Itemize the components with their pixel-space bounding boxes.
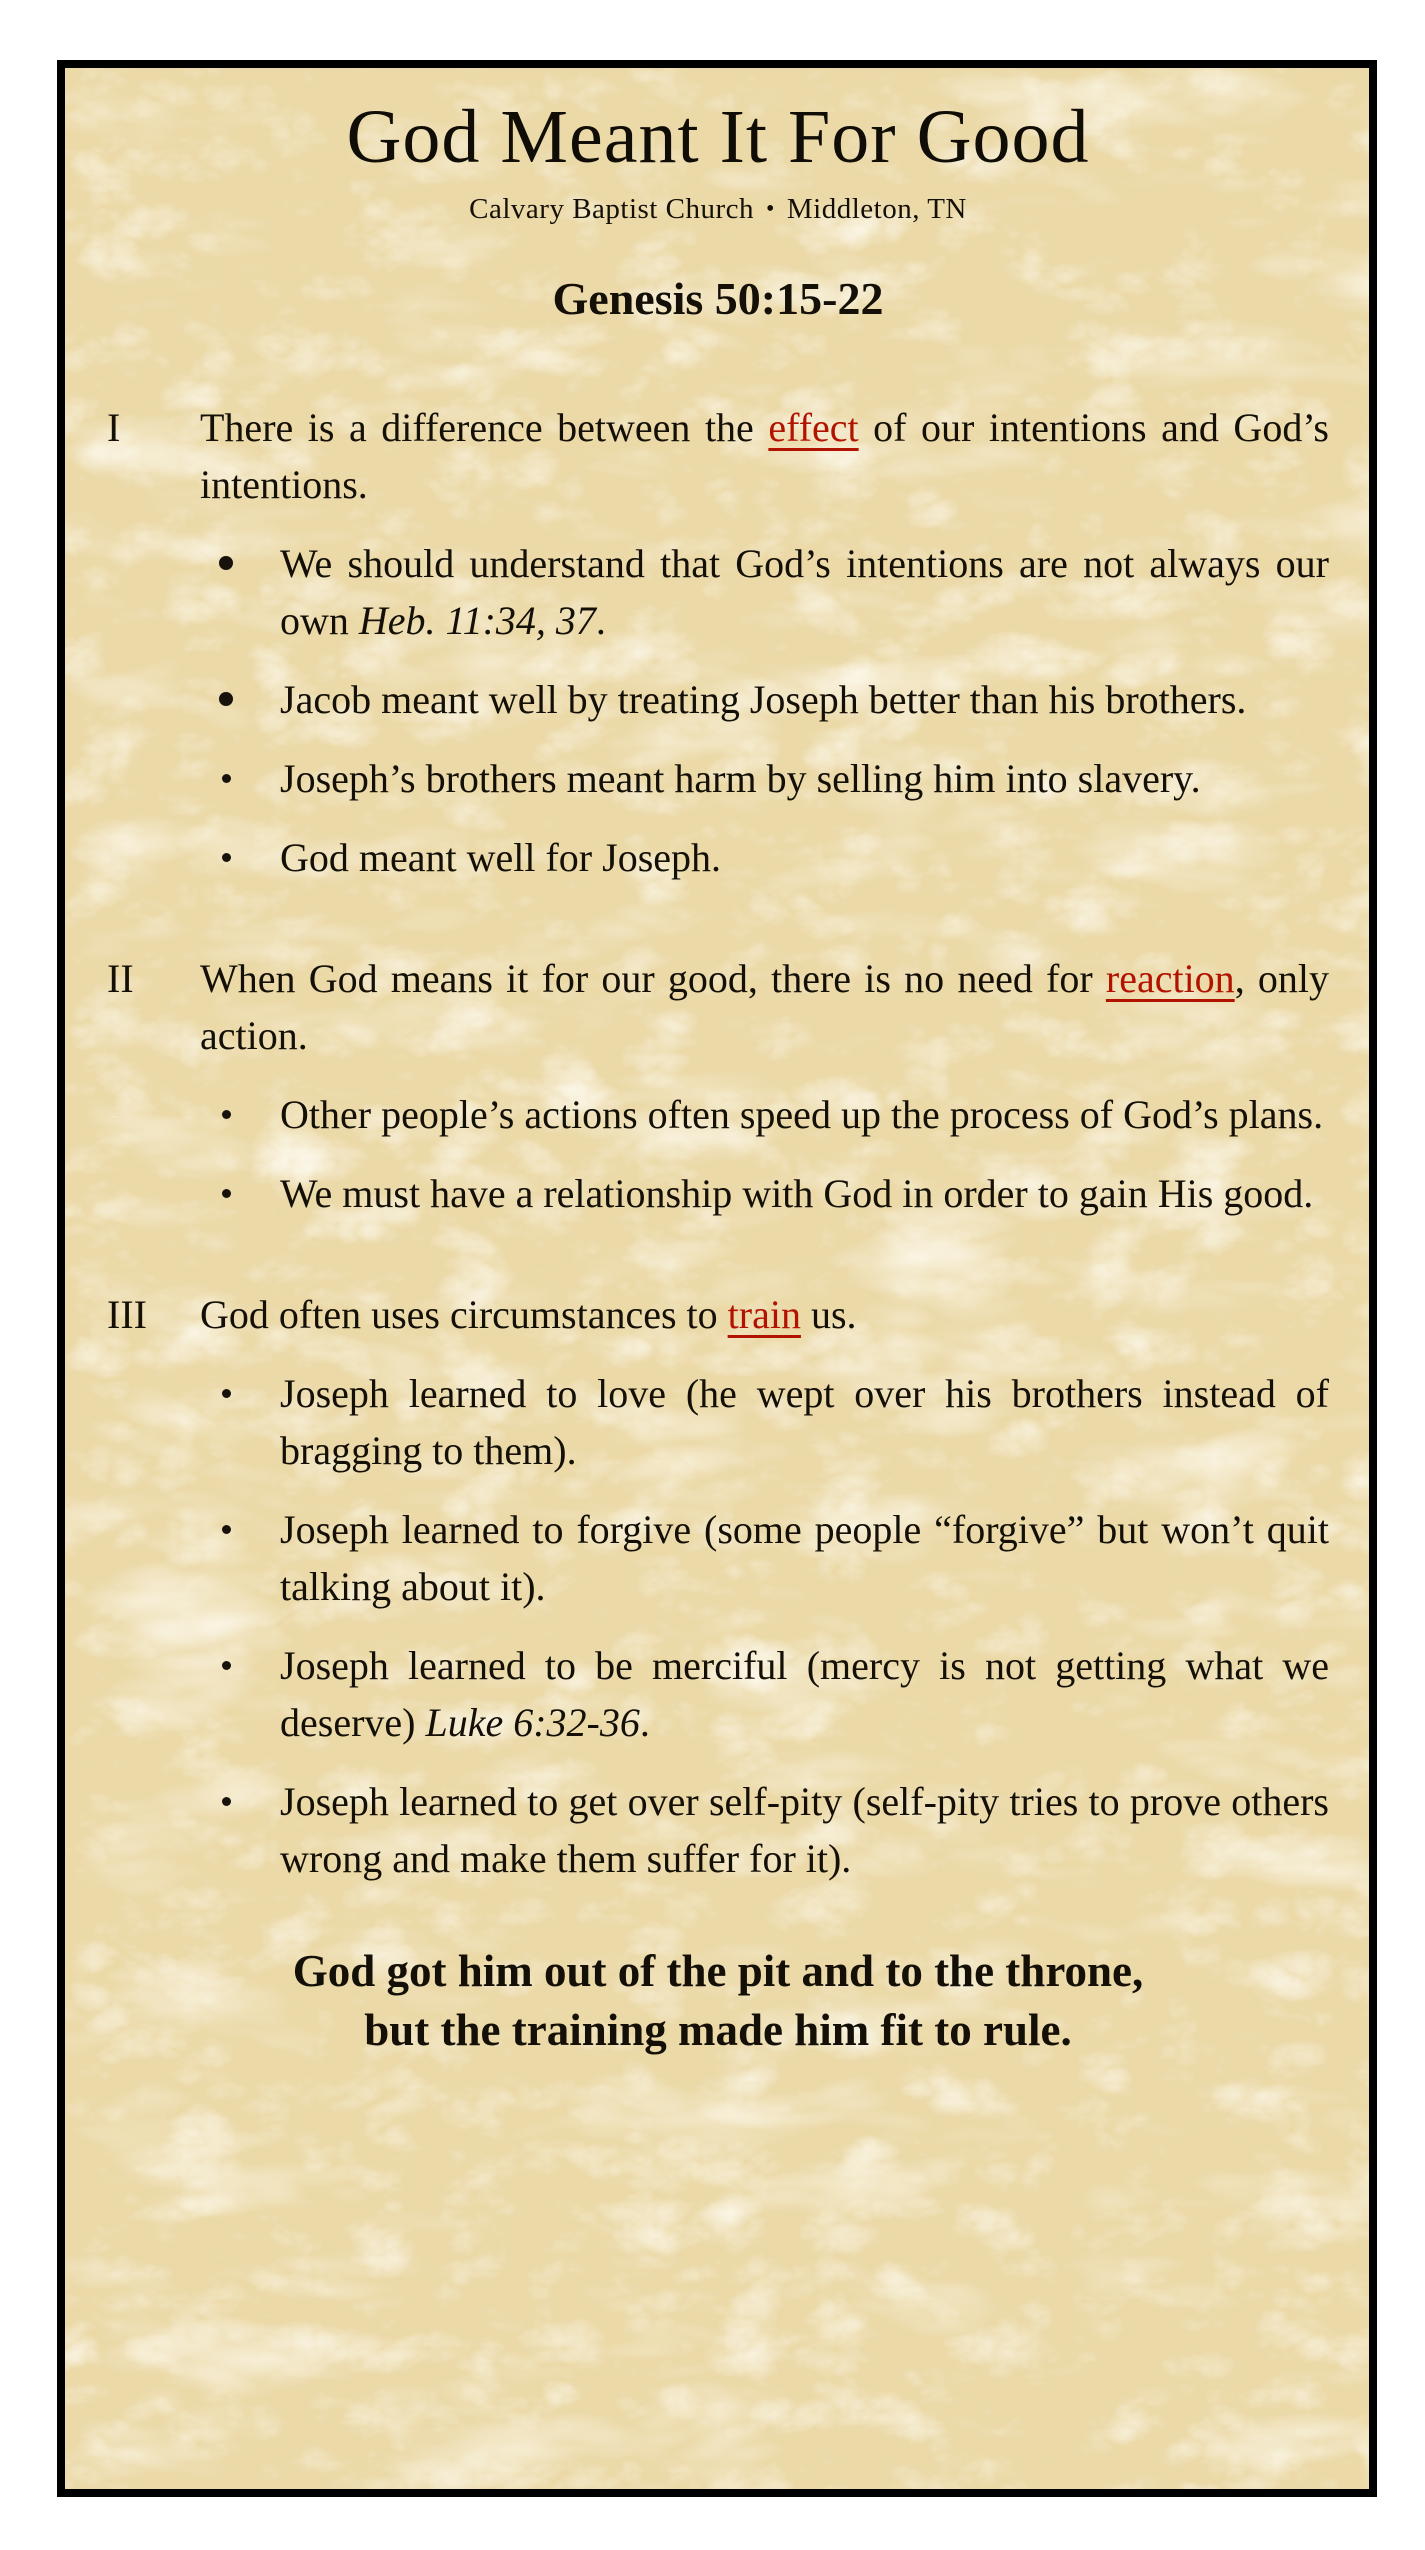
- bullet-icon: [222, 1110, 231, 1119]
- bullet-item: [219, 1365, 1329, 1479]
- bullet-separator-icon: •: [765, 195, 775, 222]
- bullet-run: .: [639, 1700, 650, 1746]
- bullet-run: We should understand that God’s intentions are not always our own: [280, 541, 1329, 644]
- bullet-text: Other people’s actions often speed up the process of God’s plans.: [280, 1092, 1324, 1138]
- bullet-icon: [219, 692, 233, 706]
- heading-text: When God means it for our good, there is no need for: [200, 956, 1106, 1002]
- bullet-item: [219, 1501, 1329, 1615]
- bullet-icon: [222, 1525, 231, 1534]
- bullet-icon: [222, 1389, 231, 1398]
- bullet-item: [219, 750, 1329, 807]
- bullet-text: [280, 1637, 1329, 1751]
- outline-section-III: [107, 1286, 1329, 1343]
- bullet-item: [219, 671, 1329, 728]
- closing-line-1: God got him out of the pit and to the throne,: [292, 1946, 1144, 1997]
- section-numeral: III: [107, 1292, 147, 1338]
- keyword-train: train: [727, 1292, 801, 1338]
- scripture-ref-luke: Luke 6:32-36: [425, 1700, 640, 1746]
- section-numeral: I: [107, 405, 121, 451]
- bullet-text: Joseph learned to love (he wept over his brothers instead of bragging to them).: [280, 1371, 1329, 1474]
- bullet-item: [219, 535, 1329, 649]
- bullet-item: [219, 1773, 1329, 1887]
- church-location: Middleton, TN: [786, 192, 967, 225]
- bullet-icon: [222, 1661, 231, 1670]
- outline-section-II: [107, 950, 1329, 1064]
- page-title: God Meant It For Good: [346, 95, 1090, 179]
- bullet-item: [219, 1165, 1329, 1222]
- heading-text: of our intentions and God’s intentions.: [200, 405, 1329, 508]
- outline-section-I: [107, 399, 1329, 513]
- bullet-text: Jacob meant well by treating Joseph better than his brothers.: [280, 677, 1247, 723]
- heading-text: , only action.: [200, 956, 1329, 1059]
- keyword-reaction: reaction: [1105, 956, 1235, 1002]
- bullet-item: [219, 1637, 1329, 1751]
- document-content: [65, 68, 1369, 2489]
- section-heading: [200, 1286, 1329, 1343]
- heading-text: us.: [800, 1292, 857, 1338]
- section-heading: [200, 399, 1329, 513]
- church-subtitle: [107, 192, 1329, 227]
- keyword-effect: effect: [768, 405, 859, 451]
- bullet-run: Joseph learned to be merciful (mercy is not getting what we deserve): [280, 1643, 1329, 1746]
- sermon-outline: [107, 399, 1329, 1887]
- sermon-outline-document: [57, 60, 1377, 2497]
- heading-text: There is a difference between the: [200, 405, 769, 451]
- bullet-icon: [222, 774, 231, 783]
- bullet-icon: [222, 853, 231, 862]
- heading-text: God often uses circumstances to: [200, 1292, 728, 1338]
- bullet-icon: [222, 1797, 231, 1806]
- bullet-text: Joseph learned to forgive (some people “forgive” but won’t quit talking about it).: [280, 1507, 1329, 1610]
- bullet-text: God meant well for Joseph.: [280, 835, 722, 881]
- church-name: Calvary Baptist Church: [469, 192, 754, 225]
- scripture-reference: Genesis 50:15-22: [552, 272, 884, 324]
- bullet-text: Joseph learned to get over self-pity (self-pity tries to prove others wrong and make them suffer for it).: [280, 1779, 1329, 1882]
- closing-line-2: but the training made him fit to rule.: [364, 2004, 1072, 2055]
- bullet-item: [219, 1086, 1329, 1143]
- bullet-icon: [222, 1189, 231, 1198]
- bullet-item: [219, 829, 1329, 886]
- section-heading: [200, 950, 1329, 1064]
- bullet-text: Joseph’s brothers meant harm by selling him into slavery.: [280, 756, 1201, 802]
- bullet-run: .: [595, 598, 606, 644]
- section-numeral: II: [107, 956, 134, 1002]
- bullet-text: [280, 535, 1329, 649]
- closing-statement: [107, 1942, 1329, 2059]
- scripture-ref-hebrews: Heb. 11:34, 37: [358, 598, 596, 644]
- bullet-text: We must have a relationship with God in order to gain His good.: [280, 1171, 1314, 1217]
- bullet-icon: [219, 556, 233, 570]
